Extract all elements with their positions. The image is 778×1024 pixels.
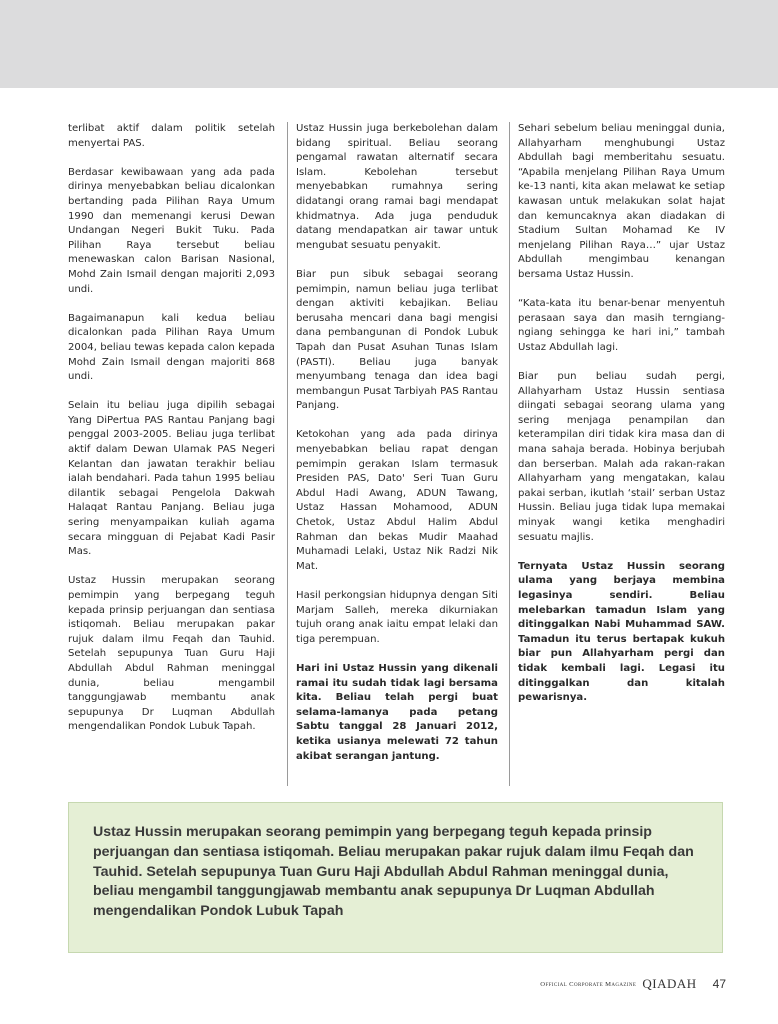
paragraph: Sehari sebelum beliau meninggal dunia, Allahyarham menghubungi Ustaz Abdullah bagi memberitahu sesuatu. “Apabila menjelang Pilihan Raya Umum ke-13 nanti, kita akan melawat ke setiap kawasan untuk melakukan solat hajat dan kemuncaknya akan diadakan di Stadium Sultan Mohamad Ke IV menjelang Pilihan Raya…” ujar Ustaz Abdullah mengimbau kenangan bersama Ustaz Hussin. [518, 123, 725, 280]
pull-quote-box [68, 802, 723, 953]
article-column-1 [68, 122, 275, 750]
paragraph: Berdasar kewibawaan yang ada pada dirinya menyebabkan beliau dicalonkan bertanding pada Pilihan Raya Umum 1990 dan memenangi kerusi Dewan Undangan Negeri Bukit Tuku. Pada Pilihan Raya tersebut beliau menewaskan calon Barisan Nasional, Mohd Zain Ismail dengan majoriti 2,093 undi. [68, 166, 275, 295]
column-divider [287, 122, 288, 786]
paragraph: terlibat aktif dalam politik setelah menyertai PAS. [68, 123, 275, 149]
header-band [0, 0, 778, 88]
article-column-3 [518, 122, 725, 720]
page-footer [540, 977, 726, 991]
paragraph: Hasil perkongsian hidupnya dengan Siti Marjam Salleh, mereka dikurniakan tujuh orang anak iaitu empat lelaki dan tiga perempuan. [296, 590, 498, 645]
paragraph: Biar pun beliau sudah pergi, Allahyarham Ustaz Hussin sentiasa diingati sebagai seorang ulama yang sering menjaga penampilan dan keterampilan diri tidak kira masa dan di mana sahaja berada. Hobinya berjubah dan berserban. Malah ada rakan-rakan Allahyarham yang mengatakan, kalau pakai serban, ikutlah ‘stail’ serban Ustaz Hussin. Beliau juga tidak lupa memakai minyak wangi ketika menghadiri sesuatu majlis. [518, 371, 725, 543]
paragraph: Biar pun sibuk sebagai seorang pemimpin, namun beliau juga terlibat dengan aktiviti kebajikan. Beliau berusaha mencari dana bagi mengisi dana pembangunan di Pondok Lubuk Tapah dan Pusat Asuhan Tunas Islam (PASTI). Beliau juga banyak menyumbang tenaga dan idea bagi membangun Pusat Tarbiyah PAS Rantau Panjang. [296, 268, 498, 412]
paragraph: “Kata-kata itu benar-benar menyentuh perasaan saya dan masih terngiang-ngiang sehingga ke hari ini,” tambah Ustaz Abdullah lagi. [518, 298, 725, 353]
magazine-brand: QIADAH [642, 976, 697, 991]
paragraph: Selain itu beliau juga dipilih sebagai Yang DiPertua PAS Rantau Panjang bagi penggal 2003-2005. Beliau juga terlibat aktif dalam Dewan Ulamak PAS Negeri Kelantan dan jawatan terakhir beliau ialah bendahari. Pada tahun 1995 beliau dilantik sebagai Pengelola Dakwah Halaqat Rantau Panjang. Beliau juga sering menyampaikan kuliah agama secara mingguan di Pejabat Kadi Pasir Mas. [68, 400, 275, 558]
paragraph: Bagaimanapun kali kedua beliau dicalonkan pada Pilihan Raya Umum 2004, beliau tewas kepada calon kepada Mohd Zain Ismail dengan majoriti 868 undi. [68, 312, 275, 383]
paragraph-bold: Hari ini Ustaz Hussin yang dikenali ramai itu sudah tidak lagi bersama kita. Beliau telah pergi buat selama-lamanya pada petang Sabtu tanggal 28 Januari 2012, ketika usianya melewati 72 tahun akibat serangan jantung. [296, 662, 498, 762]
page-number: 47 [712, 977, 726, 991]
article-column-2 [296, 122, 498, 779]
paragraph-bold: Ternyata Ustaz Hussin seorang ulama yang berjaya membina legasinya sendiri. Beliau melebarkan tamadun Islam yang ditinggalkan Nabi Muhammad SAW. Tamadun itu terus bertapak kukuh biar pun Allahyarham pergi dan tidak kembali lagi. Legasi itu ditinggalkan dan kitalah pewarisnya. [518, 560, 725, 704]
paragraph: Ustaz Hussin merupakan seorang pemimpin yang berpegang teguh kepada prinsip perjuangan dan sentiasa istiqomah. Beliau merupakan pakar rujuk dalam ilmu Feqah dan Tauhid. Setelah sepupunya Tuan Guru Haji Abdullah Abdul Rahman meninggal dunia, beliau mengambil tanggungjawab membantu anak sepupunya Dr Luqman Abdullah mengendalikan Pondok Lubuk Tapah. [68, 575, 275, 733]
paragraph: Ketokohan yang ada pada dirinya menyebabkan beliau rapat dengan pemimpin gerakan Islam termasuk Presiden PAS, Dato' Seri Tuan Guru Abdul Hadi Awang, ADUN Tawang, Ustaz Hassan Mohamood, ADUN Chetok, Ustaz Abdul Halim Abdul Rahman dan bekas Mudir Maahad Muhamadi Lelaki, Ustaz Nik Radzi Nik Mat. [296, 429, 498, 572]
paragraph: Ustaz Hussin juga berkebolehan dalam bidang spiritual. Beliau seorang pengamal rawatan alternatif secara Islam. Kebolehan tersebut menyebabkan rumahnya sering didatangi orang ramai bagi mendapat khidmatnya. Ada juga penduduk datang mendapatkan air tawar untuk mengubat sesuatu penyakit. [296, 123, 498, 251]
magazine-label: Official Corporate Magazine [540, 980, 637, 988]
column-divider [509, 122, 510, 786]
pull-quote-text: Ustaz Hussin merupakan seorang pemimpin yang berpegang teguh kepada prinsip perjuangan dan sentiasa istiqomah. Beliau merupakan pakar rujuk dalam ilmu Feqah dan Tauhid. Setelah sepupunya Tuan Guru Haji Abdullah Abdul Rahman meninggal dunia, beliau mengambil tanggungjawab membantu anak sepupunya Dr Luqman Abdullah mengendalikan Pondok Lubuk Tapah [93, 824, 694, 920]
